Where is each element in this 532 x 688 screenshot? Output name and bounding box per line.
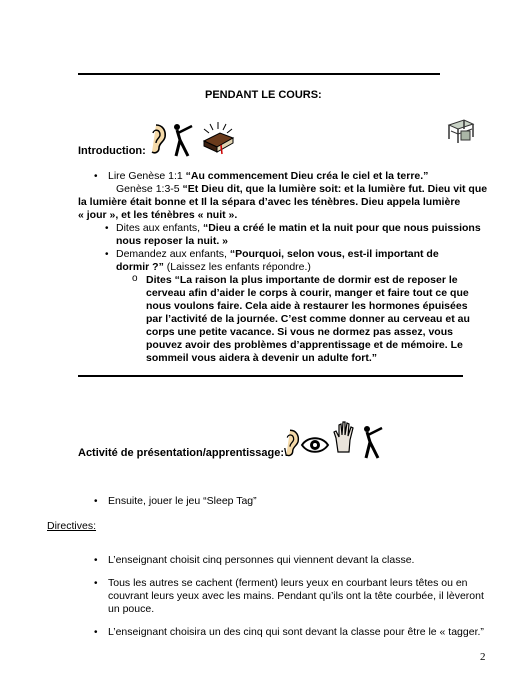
directive-2-line-1: Tous les autres se cachent (ferment) leurs yeux en courbant leurs têtes ou en (108, 577, 468, 589)
directive-3: L’enseignant choisira un des cinq qui sont devant la classe pour être le « tagger.” (108, 626, 484, 638)
top-rule (78, 73, 440, 75)
explanation-line-6: pouvez avoir des problèmes d’apprentissage et de mémoire. Le (146, 339, 463, 351)
bible-book-icon (200, 121, 236, 155)
stretching-figure-icon (360, 424, 390, 460)
introduction-label: Introduction: (78, 145, 146, 157)
explanation-line-7: sommeil vous aidera à devenir un adulte fort.” (146, 352, 378, 364)
page-number: 2 (480, 651, 486, 663)
sub-bullet-circle: o (132, 273, 138, 284)
genesis-text-line-4: « jour », et les ténèbres « nuit ». (78, 209, 238, 221)
genesis-1-1-line: Lire Genèse 1:1 “Au commencement Dieu créa le ciel et la terre.” (108, 170, 429, 182)
explanation-line-3: nous voulons faire. Cela aide à restaurer les hormones épuisées (146, 300, 468, 312)
tell-children-line-2: nous reposer la nuit. » (116, 235, 229, 247)
middle-rule (78, 375, 463, 377)
bullet-dot: • (94, 171, 98, 182)
directive-1: L’enseignant choisit cinq personnes qui viennent devant la classe. (108, 554, 415, 566)
directive-2-line-2: couvrant leurs yeux avec les mains. Pendant qu’ils ont la tête courbée, il lèveront (108, 590, 484, 602)
explanation-line-4: par l’activité de la journée. C’est comme donner au cerveau et au (146, 313, 470, 325)
bullet-dot: • (94, 555, 98, 566)
explanation-line-2: cerveau afin d’aider le corps à courir, manger et faire tout ce que (146, 287, 469, 299)
genesis-text-line-3: la lumière était bonne et Il la sépara d’avec les ténèbres. Dieu appela lumière (78, 196, 461, 208)
ear-icon (280, 428, 300, 458)
bullet-dot: • (94, 627, 98, 638)
genesis-1-3-line: Genèse 1:3-5 “Et Dieu dit, que la lumière soit: et la lumière fut. Dieu vit que (116, 183, 488, 195)
bullet-dot: • (94, 578, 98, 589)
bullet-dot: • (105, 249, 109, 260)
explanation-line-5: corps une petite vacance. Si vous ne dormez pas assez, vous (146, 326, 453, 338)
directives-label: Directives: (47, 520, 97, 532)
ask-children-line: Demandez aux enfants, “Pourquoi, selon vous, est-il important de (116, 248, 439, 260)
stretching-figure-icon (170, 122, 200, 158)
eye-icon (300, 434, 330, 456)
desk-chair-icon (446, 117, 476, 145)
section-heading: PENDANT LE COURS: (205, 89, 322, 101)
bullet-dot: • (105, 223, 109, 234)
sleep-tag-line: Ensuite, jouer le jeu “Sleep Tag” (108, 495, 257, 507)
explanation-line-1: Dites “La raison la plus importante de dormir est de reposer le (146, 274, 458, 286)
tell-children-line: Dites aux enfants, “Dieu a créé le matin et la nuit pour que nous puissions (116, 222, 481, 234)
ear-icon (145, 123, 167, 155)
hand-icon (332, 420, 356, 454)
activity-label: Activité de présentation/apprentissage:\ (78, 447, 288, 459)
bullet-dot: • (94, 496, 98, 507)
directive-2-line-3: un pouce. (108, 603, 155, 615)
ask-children-line-2: dormir ?” (Laissez les enfants répondre.) (116, 261, 311, 273)
